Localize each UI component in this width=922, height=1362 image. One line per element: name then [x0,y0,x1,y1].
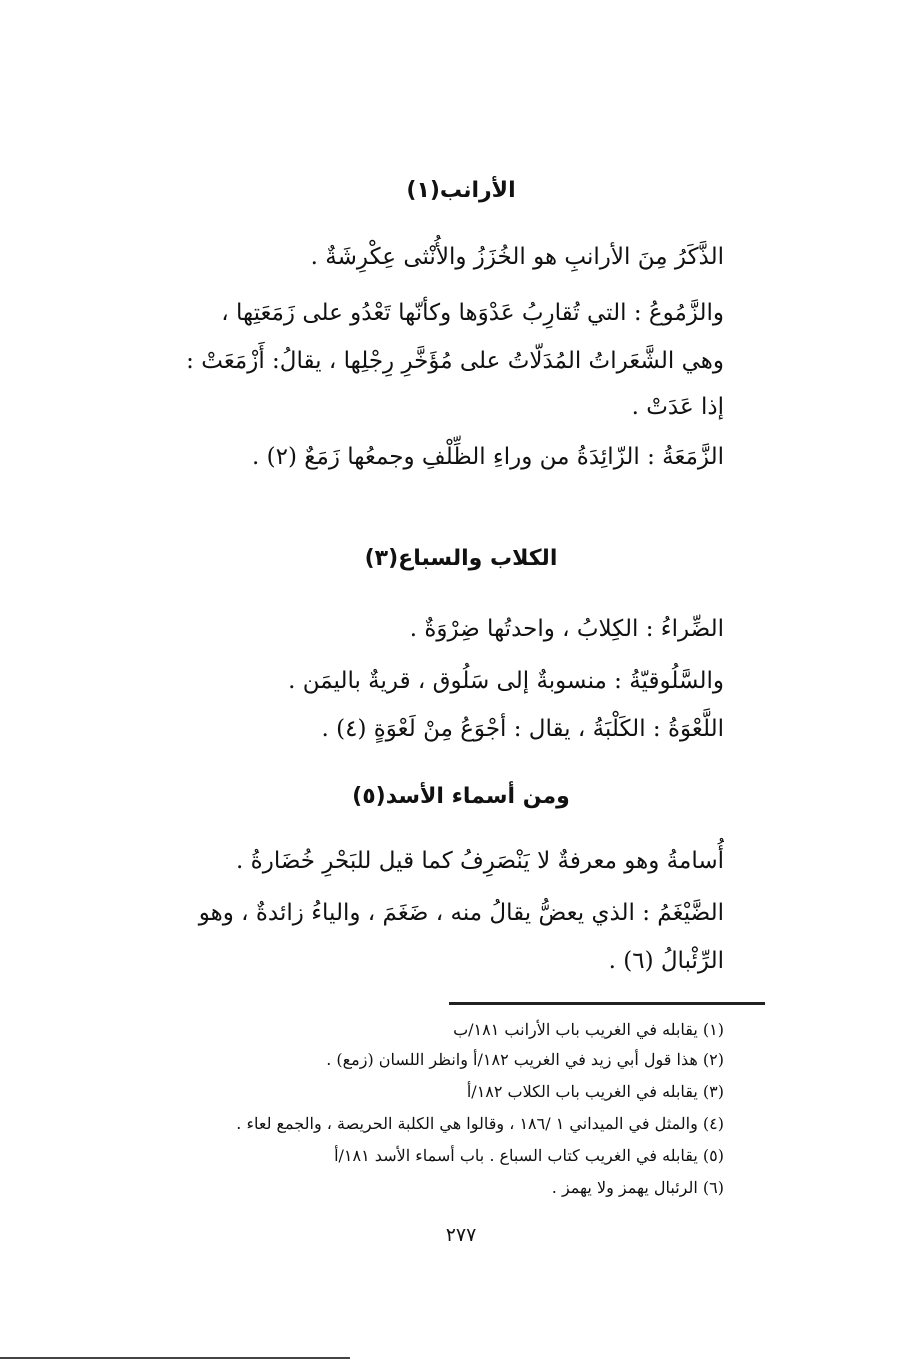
footnote-6: (٦) الرئبال يهمز ولا يهمز . [551,1178,724,1197]
text-line: إذا عَدَتْ . [631,394,724,420]
section-heading-lion: ومن أسماء الأسد(٥) [352,784,570,809]
page-number: ٢٧٧ [445,1224,477,1246]
text-line: والسَّلُوقيّةُ : منسوبةٌ إلى سَلُوق ، قريةٌ باليمَن . [288,668,724,694]
text-line: أُسامةُ وهو معرفةٌ لا يَنْصَرِفُ كما قيل للبَحْرِ خُضَارةُ . [236,848,724,874]
text-line: اللَّعْوَةُ : الكَلْبَةُ ، يقال : أجْوَعُ مِنْ لَعْوَةٍ (٤) . [321,716,724,742]
footnote-3: (٣) يقابله في الغريب باب الكلاب ١٨٢/أ [466,1082,724,1101]
text-line: والزَّمُوعُ : التي تُقارِبُ عَدْوَها وكأنّها تَعْدُو على زَمَعَتِها ، [221,300,724,326]
section-heading-dogs: الكلاب والسباع(٣) [364,546,558,571]
text-line: الزَّمَعَةُ : الزّائِدَةُ من وراءِ الظِّلْفِ وجمعُها زَمَعٌ (٢) . [252,444,724,470]
footnote-divider [449,1002,765,1005]
footnote-2: (٢) هذا قول أبي زيد في الغريب ١٨٢/أ وانظر اللسان (زمع) . [326,1050,724,1069]
scan-edge-line [0,1357,350,1359]
text-line: وهي الشَّعَراتُ المُدَلّاتُ على مُؤَخَّرِ رِجْلِها ، يقالُ: أَزْمَعَتْ : [186,348,724,374]
footnote-4: (٤) والمثل في الميداني ١ /١٨٦ ، وقالوا هي الكلبة الحريصة ، والجمع لعاء . [236,1114,724,1133]
text-line: الذَّكَرُ مِنَ الأرانبِ هو الخُزَزُ والأُنْثى عِكْرِشَةٌ . [310,244,724,270]
text-line: الرِّئْبالُ (٦) . [608,948,724,974]
footnote-5: (٥) يقابله في الغريب كتاب السباع . باب أسماء الأسد ١٨١/أ [334,1146,724,1165]
text-line: الضَّيْغَمُ : الذي يعضُّ يقالُ منه ، ضَغَمَ ، والياءُ زائدةٌ ، وهو [198,900,724,926]
footnote-1: (١) يقابله في الغريب باب الأرانب ١٨١/ب [453,1020,724,1039]
text-line: الضِّراءُ : الكِلابُ ، واحدتُها ضِرْوَةٌ . [409,616,724,642]
section-heading-rabbits: الأرانب(١) [406,178,516,203]
